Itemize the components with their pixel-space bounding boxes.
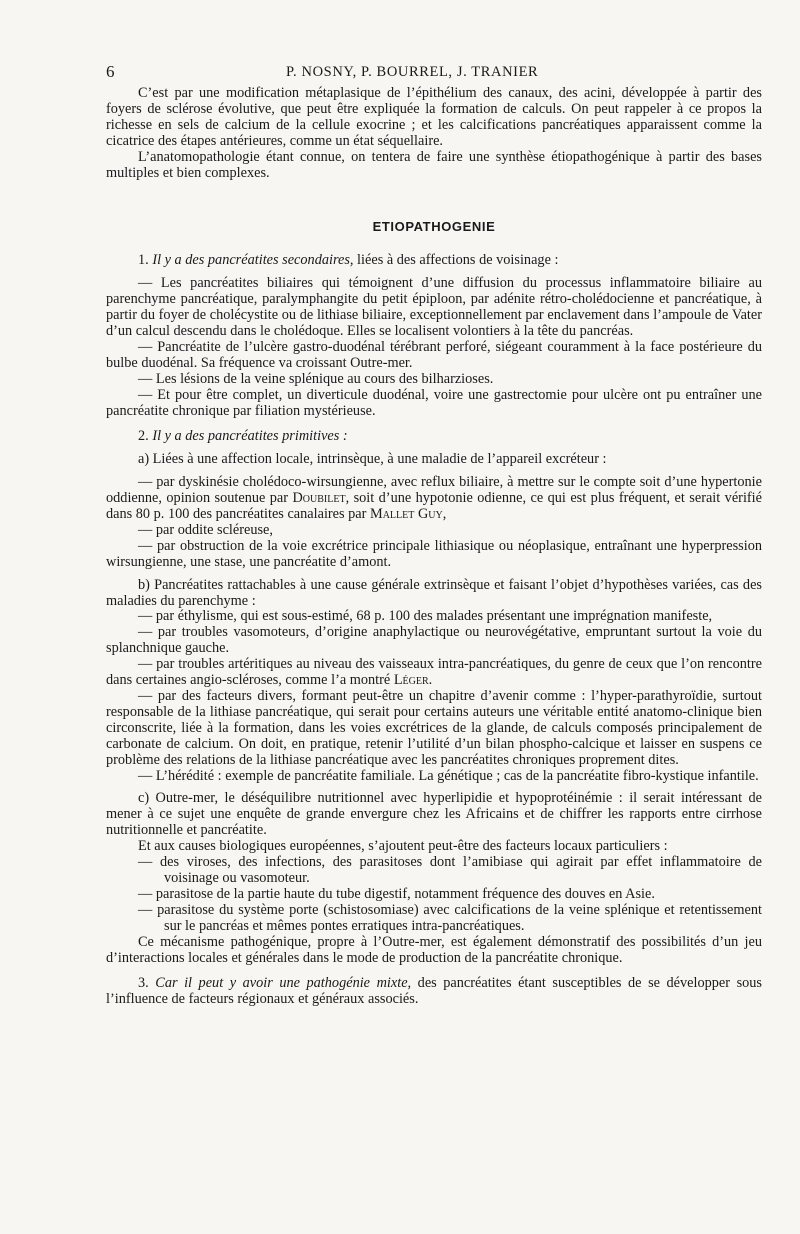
- list-item: — Pancréatite de l’ulcère gastro-duodénal térébrant perforé, siégeant couramment à la face postérieure du bulbe duodénal. Sa fréquence va croissant Outre-mer.: [106, 338, 762, 371]
- section-number: 2.: [138, 428, 149, 445]
- list-item: — par troubles vasomoteurs, d’origine anaphylactique ou neurovégétative, empruntant surtout la voie du splanchnique gauche.: [106, 624, 762, 657]
- list-item: — par dyskinésie cholédoco-wirsungienne, avec reflux biliaire, à mettre sur le compte soit d’une hypertonie oddienne, opinion soutenue par Doubilet, soit d’une hypotonie odienne, ce qui est plus fréquent, et serait vérifié dans 80 p. 100 des pancréatites canalaires par Mallet Guy,: [106, 474, 762, 523]
- section-number: 1.: [138, 252, 149, 269]
- subsection-a: a) Liées à une affection locale, intrinsèque, à une maladie de l’appareil excréteur :: [138, 451, 607, 468]
- author-name: Léger: [393, 672, 429, 689]
- section-number: 3.: [138, 975, 149, 992]
- running-head-authors: P. NOSNY, P. BOURREL, J. TRANIER: [286, 64, 539, 80]
- section-heading: ETIOPATHOGENIE: [372, 219, 496, 235]
- section-1-intro: 1. Il y a des pancréatites secondaires, liées à des affections de voisinage :: [138, 252, 559, 269]
- list-item: — par éthylisme, qui est sous-estimé, 68 p. 100 des malades présentant une imprégnation manifeste,: [138, 608, 713, 625]
- list-item: — par obstruction de la voie excrétrice principale lithiasique ou néoplasique, entraînant une hyperpression wirsungienne, une stase, une pancréatite d’amont.: [106, 537, 762, 570]
- section-title: Il y a des pancréatites primitives :: [152, 428, 348, 445]
- list-item: — par oddite scléreuse,: [138, 521, 273, 538]
- list-item: — parasitose de la partie haute du tube digestif, notamment fréquence des douves en Asie.: [138, 885, 655, 902]
- section-3: 3. Car il peut y avoir une pathogénie mixte, des pancréatites étant susceptibles de se développer sous l’influence de facteurs régionaux et généraux associés.: [106, 975, 762, 1008]
- list-item: — Et pour être complet, un diverticule duodénal, voire une gastrectomie pour ulcère ont pu entraîner une pancréatite chronique par filiation mystérieuse.: [106, 386, 762, 419]
- list-item: — Les lésions de la veine splénique au cours des bilharzioses.: [138, 370, 494, 387]
- paragraph: C’est par une modification métaplasique de l’épithélium des canaux, des acini, développée à partir des foyers de sclérose évolutive, que peut être expliquée la formation de calculs. On peut rappeler à ce propos la richesse en sels de calcium de la cellule exocrine ; et les calcifications pancréatiques apparaissent comme la cicatrice des étapes antérieures, comme un état séquellaire.: [106, 85, 762, 149]
- list-item: — par troubles artéritiques au niveau des vaisseaux intra-pancréatiques, du genre de ceux que l’on rencontre dans certaines angio-scléroses, comme l’a montré Léger.: [106, 656, 762, 689]
- subsection-c: c) Outre-mer, le déséquilibre nutritionnel avec hyperlipidie et hypoprotéinémie : il serait intéressant de mener à ce sujet une enquête de grande envergure chez les Africains et de chiffrer les rapports entre cirrhose nutritionnelle et pancréatite.: [106, 790, 762, 839]
- page-header: [106, 56, 762, 86]
- page-number: 6: [106, 62, 116, 81]
- author-name: Mallet Guy: [370, 506, 443, 523]
- list-item: — parasitose du système porte (schistosomiase) avec calcifications de la veine splénique et retentissement sur le pancréas et mêmes pontes erratiques intra-pancréatiques.: [138, 901, 762, 934]
- section-title: Il y a des pancréatites secondaires,: [152, 252, 354, 269]
- subsection-b: b) Pancréatites rattachables à une cause générale extrinsèque et faisant l’objet d’hypothèses variées, cas des maladies du parenchyme :: [106, 576, 762, 609]
- section-title: Car il peut y avoir une pathogénie mixte,: [155, 975, 412, 992]
- list-item: — Les pancréatites biliaires qui témoignent d’une diffusion du processus inflammatoire biliaire au parenchyme pancréatique, paralymphangite du petit épiploon, par adénite rétro-cholédocienne et pancréatique, à partir du foyer de cholécystite ou de lithiase biliaire, exceptionnellement par enclavement dans l’ampoule de Vater d’un calcul descendu dans le cholédoque. Elles se localisent volontiers à la tête du pancréas.: [106, 275, 762, 339]
- list-item: — des viroses, des infections, des parasitoses dont l’amibiase qui agirait par effet inflammatoire de voisinage ou vasomoteur.: [138, 854, 762, 886]
- section-2-intro: [106, 429, 762, 445]
- dash-list: [106, 855, 762, 935]
- list-item: — L’hérédité : exemple de pancréatite familiale. La génétique ; cas de la pancréatite fibro-kystique infantile.: [138, 767, 759, 784]
- body-text: [106, 86, 762, 1008]
- paragraph: Ce mécanisme pathogénique, propre à l’Outre-mer, est également démonstratif des possibilités d’un jeu d’interactions locales et générales dans le mode de production de la pancréatite chronique.: [106, 933, 762, 966]
- paragraph: L’anatomopathologie étant connue, on tentera de faire une synthèse étiopathogénique à partir des bases multiples et bien complexes.: [106, 148, 762, 181]
- paragraph: Et aux causes biologiques européennes, s’ajoutent peut-être des facteurs locaux particuliers :: [138, 838, 668, 855]
- list-item: — par des facteurs divers, formant peut-être un chapitre d’avenir comme : l’hyper-parathyroïdie, surtout responsable de la lithiase pancréatique, qui serait pour certains auteurs une véritable entité anatomo-clinique bien circonscrite, liée à la formation, dans les voies excrétrices de la glande, de calculs composés principalement de carbonate de calcium. On doit, en pratique, retenir l’utilité d’un bilan phospho-calcique et laisser en suspens ce problème des relations de la lithiase pancréatique avec les pancréatites chroniques proprement dites.: [106, 688, 762, 768]
- author-name: Doubilet: [292, 490, 346, 507]
